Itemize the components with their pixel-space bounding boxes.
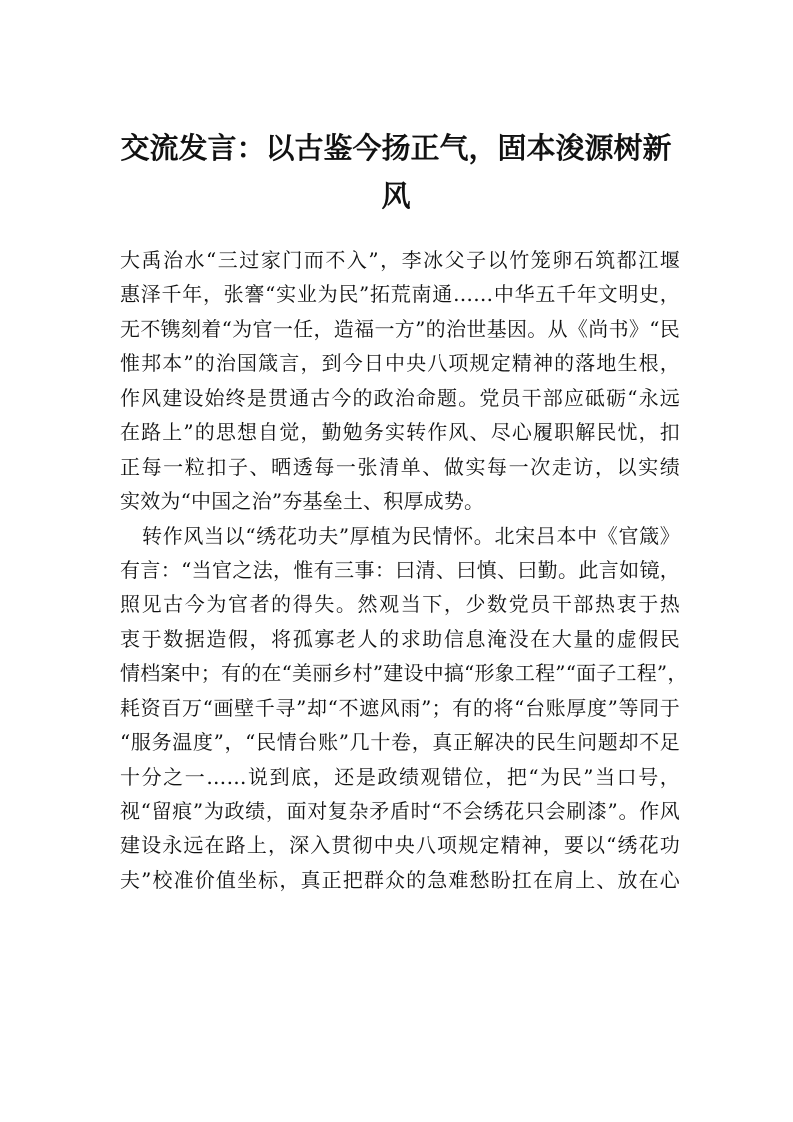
text-line: 作风建设始终是贯通古今的政治命题。党员干部应砥砺“永远 [120,385,680,410]
text-line: 在路上”的思想自觉，勤勉务实转作风、尽心履职解民忧，扣 [120,420,680,445]
text-line: 正每一粒扣子、晒透每一张清单、做实每一次走访，以实绩 [120,454,680,479]
paragraph-1 [120,243,680,519]
text-line: 十分之一……说到底，还是政绩观错位，把“为民”当口号， [120,764,680,789]
text-line: 有言：“当官之法，惟有三事：曰清、曰慎、曰勤。此言如镜， [120,557,680,582]
document-title [118,124,674,220]
text-line: 惟邦本”的治国箴言，到今日中央八项规定精神的落地生根， [120,351,680,376]
text-line: 大禹治水“三过家门而不入”，李冰父子以竹笼卵石筑都江堰 [120,248,680,272]
text-line: 耗资百万“画壁千寻”却“不遮风雨”；有的将“台账厚度”等同于 [120,695,680,720]
text-line: 衷于数据造假，将孤寡老人的求助信息淹没在大量的虚假民 [120,626,680,651]
title-line: 风 [381,179,411,213]
text-line: “服务温度”，“民情台账”几十卷，真正解决的民生问题却不足 [120,730,680,755]
text-line: 夫”校准价值坐标，真正把群众的急难愁盼扛在肩上、放在心 [120,867,680,892]
text-line: 视“留痕”为政绩，面对复杂矛盾时“不会绣花只会刷漆”。作风 [120,799,680,823]
title-line: 交流发言：以古鉴今扬正气，固本浚源树新 [120,131,672,165]
paragraph-2 [120,519,688,898]
text-line: 实效为“中国之治”夯基垒土、积厚成势。 [120,489,485,514]
text-line: 惠泽千年，张謇“实业为民”拓荒南通……中华五千年文明史， [120,282,680,307]
document-body [120,243,688,897]
text-line: 转作风当以“绣花功夫”厚植为民情怀。北宋吕本中《官箴》 [142,523,680,548]
text-line: 建设永远在路上，深入贯彻中央八项规定精神，要以“绣花功 [120,833,680,858]
text-line: 照见古今为官者的得失。然观当下，少数党员干部热衷于热 [120,592,680,617]
text-line: 无不镌刻着“为官一任，造福一方”的治世基因。从《尚书》“民 [120,316,680,341]
text-line: 情档案中；有的在“美丽乡村”建设中搞“形象工程”“面子工程”， [120,661,688,686]
